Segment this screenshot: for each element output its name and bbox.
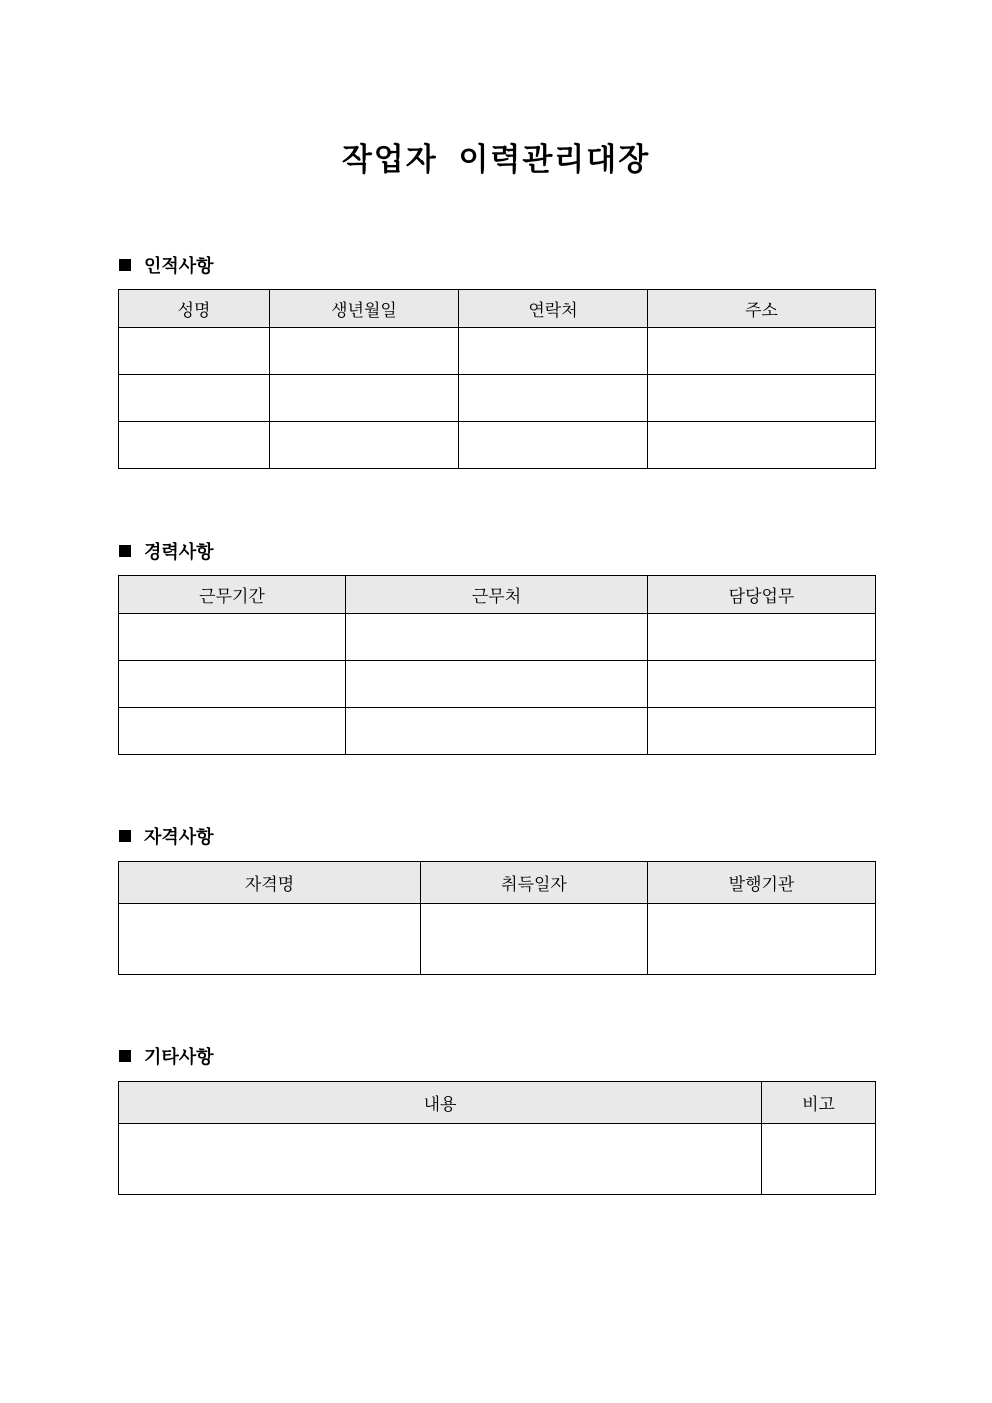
section-heading-label: 자격사항 <box>144 827 214 848</box>
column-header-issuer: 발행기관 <box>648 862 876 904</box>
column-header-license-name: 자격명 <box>119 862 421 904</box>
square-bullet-icon <box>119 259 131 271</box>
table-header-row <box>119 290 876 328</box>
column-header-period: 근무기간 <box>119 576 346 614</box>
name-cell[interactable] <box>119 375 270 422</box>
other-table <box>118 1081 876 1195</box>
name-cell[interactable] <box>119 422 270 469</box>
section-heading-other <box>119 1044 214 1068</box>
name-cell[interactable] <box>119 328 270 375</box>
table-row <box>119 904 876 975</box>
acquired-date-cell[interactable] <box>421 904 648 975</box>
address-cell[interactable] <box>648 328 876 375</box>
duty-cell[interactable] <box>648 614 876 661</box>
period-cell[interactable] <box>119 614 346 661</box>
table-row <box>119 422 876 469</box>
birthdate-cell[interactable] <box>270 328 459 375</box>
content-cell[interactable] <box>119 1124 762 1195</box>
workplace-cell[interactable] <box>346 614 648 661</box>
table-row <box>119 661 876 708</box>
document-title: 작업자 이력관리대장 <box>341 142 651 178</box>
square-bullet-icon <box>119 545 131 557</box>
duty-cell[interactable] <box>648 708 876 755</box>
column-header-remarks: 비고 <box>762 1082 876 1124</box>
column-header-address: 주소 <box>648 290 876 328</box>
birthdate-cell[interactable] <box>270 375 459 422</box>
column-header-content: 내용 <box>119 1082 762 1124</box>
table-row <box>119 1124 876 1195</box>
duty-cell[interactable] <box>648 661 876 708</box>
column-header-contact: 연락처 <box>459 290 648 328</box>
address-cell[interactable] <box>648 375 876 422</box>
remarks-cell[interactable] <box>762 1124 876 1195</box>
table-row <box>119 328 876 375</box>
period-cell[interactable] <box>119 661 346 708</box>
column-header-workplace: 근무처 <box>346 576 648 614</box>
birthdate-cell[interactable] <box>270 422 459 469</box>
section-heading-label: 기타사항 <box>144 1047 214 1068</box>
section-heading-personal <box>119 253 214 277</box>
column-header-birthdate: 생년월일 <box>270 290 459 328</box>
workplace-cell[interactable] <box>346 661 648 708</box>
address-cell[interactable] <box>648 422 876 469</box>
table-header-row <box>119 862 876 904</box>
square-bullet-icon <box>119 1050 131 1062</box>
section-heading-label: 경력사항 <box>144 542 214 563</box>
section-heading-license <box>119 824 214 848</box>
workplace-cell[interactable] <box>346 708 648 755</box>
section-heading-label: 인적사항 <box>144 256 214 277</box>
table-row <box>119 614 876 661</box>
contact-cell[interactable] <box>459 328 648 375</box>
column-header-name: 성명 <box>119 290 270 328</box>
period-cell[interactable] <box>119 708 346 755</box>
square-bullet-icon <box>119 830 131 842</box>
contact-cell[interactable] <box>459 422 648 469</box>
section-heading-career <box>119 539 214 563</box>
personal-info-table <box>118 289 876 469</box>
column-header-duty: 담당업무 <box>648 576 876 614</box>
table-header-row <box>119 1082 876 1124</box>
license-name-cell[interactable] <box>119 904 421 975</box>
issuer-cell[interactable] <box>648 904 876 975</box>
column-header-acquired-date: 취득일자 <box>421 862 648 904</box>
contact-cell[interactable] <box>459 375 648 422</box>
table-row <box>119 375 876 422</box>
table-header-row <box>119 576 876 614</box>
table-row <box>119 708 876 755</box>
license-table <box>118 861 876 975</box>
career-table <box>118 575 876 755</box>
